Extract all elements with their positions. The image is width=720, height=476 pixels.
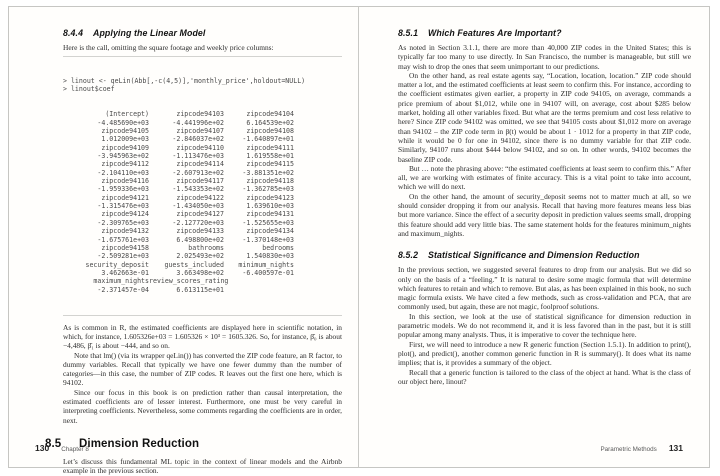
- coef-cell: security_deposit: [85, 260, 149, 269]
- paragraph: Here is the call, omitting the square footage and weekly price columns:: [63, 43, 274, 52]
- page-left: [9, 7, 359, 476]
- coef-row: [63, 169, 342, 177]
- coef-cell: -4.485690e+03: [97, 118, 149, 127]
- coef-row: [63, 194, 342, 202]
- coef-cell: bathrooms: [188, 243, 224, 252]
- subsection-title: Which Features Are Important?: [428, 28, 562, 38]
- coef-cell: 1.540830e+03: [246, 252, 294, 261]
- coef-cell: zipcode94117: [176, 177, 224, 186]
- subsection-heading-852: [398, 250, 691, 260]
- page-left-content: [9, 7, 358, 475]
- coef-cell: (Intercept): [105, 110, 149, 119]
- subsection-title: Applying the Linear Model: [93, 28, 206, 38]
- coef-cell: 3.663498e+02: [176, 268, 224, 277]
- coef-row: [63, 244, 342, 252]
- coef-cell: -6.400597e-01: [242, 268, 294, 277]
- coef-cell: zipcode94121: [101, 193, 149, 202]
- coef-row: [63, 236, 342, 244]
- paragraph: On the other hand, as real estate agents say, “Location, location, location.” ZIP code should matter a lot, and the estimated coefficients at least seem to confirm this. For instance, according to the coefficient estimates given earlier, a property in ZIP code 94105, on average, commands a price premium of about $1,012, while one in 94107 will, on average, cost about $285 below market, holding all other variables fixed. But what are the terms premium and cost less relative to here? Since ZIP code 94102 was omitted, we see that 94105 costs about $1,012 more on average than 94102 – the ZIP code term in β(t) would be about 1 · 1012 for a property in that ZIP code, while it would be 0 for one in 94102, since there is no dummy variable for that ZIP code. Similarly, 94107 runs about $444 below 94102, and so on. In other words, 94102 becomes the baseline ZIP code.: [398, 70, 691, 164]
- coef-row: [63, 152, 342, 160]
- code-block: [63, 56, 342, 315]
- page-number: 130: [35, 443, 50, 453]
- coef-cell: 1.012009e+03: [101, 135, 149, 144]
- coef-cell: 6.613115e+01: [176, 285, 224, 294]
- section-heading-85: [45, 438, 342, 450]
- paragraph: Recall that a generic function is tailored to the class of the object at hand. What is the class of our object here, linout?: [398, 367, 691, 386]
- coef-cell: 6.498800e+02: [176, 235, 224, 244]
- coef-cell: -1.370148e+03: [242, 235, 294, 244]
- paragraph: But … note the phrasing above: “the estimated coefficients at least seem to confirm this.” After all, we are working with estimates of finite accuracy. This is a vital point to take into account, which we will do next.: [398, 163, 691, 192]
- paragraph: In this section, we look at the use of statistical significance for dimension reduction in parametric models. We do not recommend it, and it is less favored than in the past, but it is still popular among many analysts. Thus, it is imperative to cover the technique here.: [398, 311, 691, 340]
- coef-cell: zipcode94111: [246, 143, 294, 152]
- coef-cell: zipcode94115: [246, 160, 294, 169]
- coef-row: [63, 210, 342, 218]
- coef-cell: -2.309765e+03: [97, 218, 149, 227]
- coef-cell: -2.104110e+03: [97, 168, 149, 177]
- coef-cell: zipcode94116: [101, 177, 149, 186]
- coef-cell: -1.113476e+03: [172, 152, 224, 161]
- coef-row: [63, 160, 342, 168]
- coef-cell: -1.640897e+01: [242, 135, 294, 144]
- subsection-heading-844: [63, 28, 342, 38]
- page-number: 131: [668, 443, 683, 453]
- coef-row: [63, 277, 342, 285]
- coef-cell: 1.639610e+03: [246, 202, 294, 211]
- coef-cell: bedrooms: [262, 243, 294, 252]
- page-right: [359, 7, 709, 467]
- code-line: > linout$coef: [63, 85, 115, 94]
- coef-cell: -2.371457e-04: [97, 285, 149, 294]
- coef-row: [63, 269, 342, 277]
- code-lines: [63, 77, 342, 94]
- coef-cell: zipcode94124: [101, 210, 149, 219]
- coef-cell: 1.619558e+01: [246, 152, 294, 161]
- coef-row: [63, 252, 342, 260]
- coef-cell: zipcode94132: [101, 227, 149, 236]
- coef-cell: zipcode94127: [176, 210, 224, 219]
- coef-cell: -2.846037e+02: [172, 135, 224, 144]
- coef-cell: zipcode94122: [176, 193, 224, 202]
- coef-cell: -1.675761e+03: [97, 235, 149, 244]
- section-number: 8.5: [45, 437, 62, 450]
- coef-row: [63, 261, 342, 269]
- coef-cell: zipcode94131: [246, 210, 294, 219]
- coef-cell: -2.127720e+03: [172, 218, 224, 227]
- page-right-content: [359, 7, 709, 386]
- paragraph: On the other hand, the amount of security_deposit seems not to matter much at all, so we should consider dropping it from our analysis. Recall that having more features means less bias but more variance. Since the effect of a security deposit in prediction values seems small, dropping this feature should add very little bias. The same statement holds for the features minimum_nights and maximum_nights.: [398, 191, 691, 238]
- coef-cell: minimum_nights: [238, 260, 294, 269]
- coef-cell: zipcode94110: [176, 143, 224, 152]
- coef-cell: 2.025493e+02: [176, 252, 224, 261]
- subsection-number: 8.4.4: [63, 28, 84, 38]
- paragraph: First, we will need to introduce a new R generic function (Section 1.5.1). In addition to print(), plot(), and predict(), another common generic function in R is summary(). It does what its name implies; that is, it provides a summary of the object.: [398, 339, 691, 368]
- subsection-heading-851: [398, 28, 691, 38]
- coef-cell: 6.164539e+02: [246, 118, 294, 127]
- coef-cell: zipcode94107: [176, 127, 224, 136]
- coef-row: [63, 219, 342, 227]
- coef-cell: zipcode94108: [246, 127, 294, 136]
- footer-left: [35, 438, 89, 456]
- coef-row: [63, 177, 342, 185]
- code-line: > linout <- qeLin(Abb[,-c(4,5)],'monthly_price',holdout=NULL): [63, 76, 306, 85]
- coef-row: [63, 135, 342, 143]
- section-title: Dimension Reduction: [79, 437, 200, 450]
- paragraph: As is common in R, the estimated coefficients are displayed here in scientific notation, in which, for instance, 1.605326e+03 = 1.605326 × 10³ = 1605.326. So, for instance, β̂₀ is about −4,486, β̂₁ is about −444, and so on.: [63, 322, 342, 351]
- coef-row: [63, 144, 342, 152]
- coef-cell: -1.959336e+03: [97, 185, 149, 194]
- coef-cell: -1.434050e+03: [172, 202, 224, 211]
- coef-cell: zipcode94104: [246, 110, 294, 119]
- coef-cell: 3.462663e-01: [101, 268, 149, 277]
- paragraph: Let’s discuss this fundamental ML topic in the context of linear models and the Airbnb example in the previous section.: [63, 456, 342, 476]
- footer-right: [600, 438, 683, 456]
- coef-cell: zipcode94133: [176, 227, 224, 236]
- chapter-label: Chapter 8: [61, 446, 89, 453]
- coef-cell: -1.315476e+03: [97, 202, 149, 211]
- coef-cell: review_scores_rating: [149, 277, 229, 286]
- subsection-title: Statistical Significance and Dimension Reduction: [428, 250, 640, 261]
- subsection-number: 8.5.1: [398, 28, 419, 38]
- paragraph: Note that lm() (via its wrapper qeLin()) has converted the ZIP code feature, an R factor, to dummy variables. Recall that typically we have one fewer dummy than the number of categories—in this case, the number of ZIP codes. R leaves out the first one here, which is 94102.: [63, 350, 342, 388]
- coef-cell: -3.881351e+02: [242, 168, 294, 177]
- paragraph: Since our focus in this book is on prediction rather than causal interpretation, the estimated coefficients are of lesser interest. Furthermore, one must be very careful in interpreting coefficients. Nevertheless, some comments regarding the coefficients are in order, next.: [63, 387, 342, 425]
- coef-cell: zipcode94134: [246, 227, 294, 236]
- coef-cell: -1.362785e+03: [242, 185, 294, 194]
- coef-row: [63, 185, 342, 193]
- coef-cell: -1.543353e+02: [172, 185, 224, 194]
- coef-row: [63, 110, 342, 118]
- coef-cell: -1.525655e+03: [242, 218, 294, 227]
- running-head-label: Parametric Methods: [600, 446, 657, 453]
- coef-row: [63, 119, 342, 127]
- coef-cell: zipcode94109: [101, 143, 149, 152]
- coef-row: [63, 227, 342, 235]
- coef-table: [63, 110, 342, 294]
- paragraph: As noted in Section 3.1.1, there are more than 40,000 ZIP codes in the United States; this is typically far too many to use directly. In San Francisco, the number is manageable, but still we may wish to drop the ones that seem unimportant to our predictions.: [398, 43, 691, 71]
- coef-cell: zipcode94123: [246, 193, 294, 202]
- coef-cell: -4.441996e+02: [172, 118, 224, 127]
- paragraph: In the previous section, we suggested several features to drop from our analysis. But we did so only on the basis of a “feeling.” It is natural to desire some magic formula that will determine which features to retain and which to remove. But alas, as has been explained in this book, no such magic formula exists. We have cited a few methods, such as cross-validation and PCA, that are commonly used, but again, these are not magic, foolproof solutions.: [398, 265, 691, 312]
- coef-row: [63, 202, 342, 210]
- subsection-number: 8.5.2: [398, 250, 419, 261]
- coef-cell: -3.945963e+02: [97, 152, 149, 161]
- coef-cell: -2.509281e+03: [97, 252, 149, 261]
- coef-cell: zipcode94105: [101, 127, 149, 136]
- coef-cell: maximum_nights: [93, 277, 149, 286]
- coef-row: [63, 127, 342, 135]
- coef-cell: -2.607913e+02: [172, 168, 224, 177]
- coef-cell: zipcode94112: [101, 160, 149, 169]
- coef-cell: guests_included: [164, 260, 224, 269]
- coef-cell: zipcode94158: [101, 243, 149, 252]
- coef-cell: zipcode94103: [176, 110, 224, 119]
- coef-row: [63, 286, 342, 294]
- coef-cell: zipcode94114: [176, 160, 224, 169]
- book-spread: [8, 6, 710, 476]
- coef-cell: zipcode94118: [246, 177, 294, 186]
